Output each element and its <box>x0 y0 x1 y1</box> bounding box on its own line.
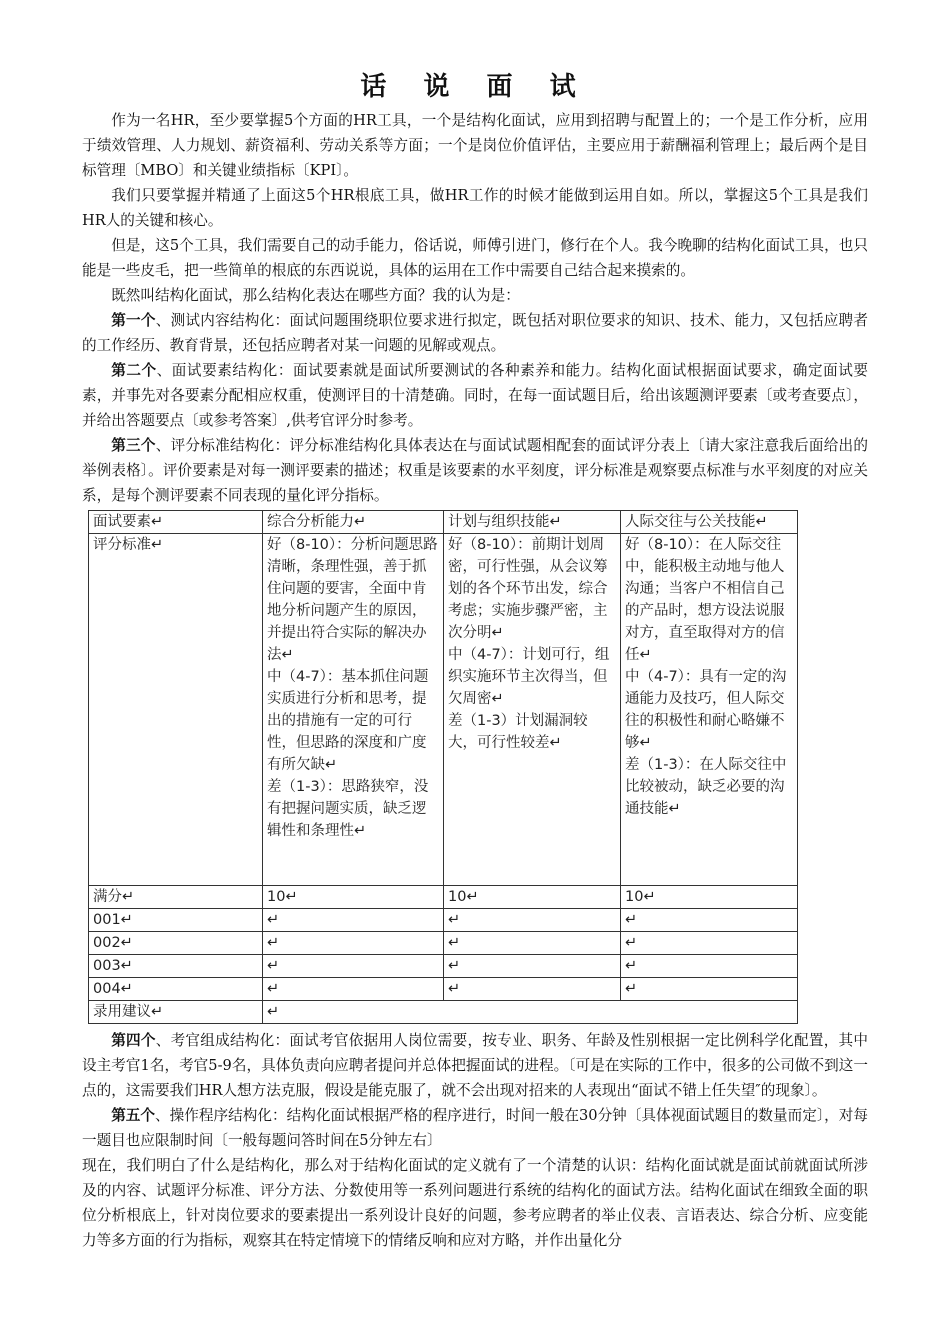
point-text: 、评分标准结构化：评分标准结构化具体表达在与面试试题相配套的面试评分表上〔请大家注意我后面给出的举例表格〕。评价要素是对每一测评要素的描述；权重是该要素的水平刻度，评分标准是观察要点标准与水平刻度的对应关系，是每个测评要素不同表现的量化评分指标。 <box>82 437 868 504</box>
score-cell: ↵ <box>621 978 798 1001</box>
scoring-table <box>88 510 798 1024</box>
point-lead: 第三个 <box>111 437 156 454</box>
row-label: 满分↵ <box>89 886 263 909</box>
table-row <box>89 978 798 1001</box>
paragraph <box>82 1103 868 1153</box>
full-score-row <box>89 886 798 909</box>
criteria-cell: 好（8-10）：分析问题思路清晰，条理性强，善于抓住问题的要害，全面中肯地分析问题产生的原因，并提出符合实际的解决办法↵ 中（4-7）：基本抓住问题实质进行分析和思考，提出的措施有一定的可行性，但思路的深度和广度有所欠缺↵ 差（1-3）：思路狭窄，没有把握问题实质，缺乏逻辑性和条理性↵ <box>263 534 444 886</box>
paragraph: 现在，我们明白了什么是结构化，那么对于结构化面试的定义就有了一个清楚的认识：结构化面试就是面试前就面试所涉及的内容、试题评分标准、评分方法、分数使用等一系列问题进行系统的结构化的面试方法。结构化面试在细致全面的职位分析根底上，针对岗位要求的要素提出一系列设计良好的问题，参考应聘者的举止仪表、言语表达、综合分析、应变能力等多方面的行为指标，观察其在特定情境下的情绪反响和应对方略，并作出量化分 <box>82 1157 868 1249</box>
score-cell: ↵ <box>263 909 444 932</box>
paragraph <box>82 1028 868 1103</box>
table-row <box>89 932 798 955</box>
closing-section <box>82 1028 868 1253</box>
paragraph: 作为一名HR，至少要掌握5个方面的HR工具，一个是结构化面试，应用到招聘与配置上的；一个是工作分析，应用于绩效管理、人力规划、薪资福利、劳动关系等方面；一个是岗位价值评估，主要应用于薪酬福利管理上；最后两个是目标管理〔MBO〕和关键业绩指标〔KPI〕。 <box>82 112 868 179</box>
point-lead: 第一个 <box>111 312 156 329</box>
table-row <box>89 955 798 978</box>
paragraph: 但是，这5个工具，我们需要自己的动手能力，俗话说，师傅引进门，修行在个人。我今晚聊的结构化面试工具，也只能是一些皮毛，把一些简单的根底的东西说说，具体的运用在工作中需要自己结合起来摸索的。 <box>82 237 868 279</box>
score-cell: ↵ <box>263 932 444 955</box>
criteria-cell: 好（8-10）：在人际交往中，能积极主动地与他人沟通；当客户不相信自己的产品时，想方设法说服对方，直至取得对方的信任↵ 中（4-7）：具有一定的沟通能力及技巧，但人际交往的积极性和耐心略嫌不够↵ 差（1-3）：在人际交往中比较被动，缺乏必要的沟通技能↵ <box>621 534 798 886</box>
point-text: 、面试要素结构化：面试要素就是面试所要测试的各种素养和能力。结构化面试根据面试要求，确定面试要素，并事先对各要素分配相应权重，使测评目的十清楚确。同时，在每一面试题目后，给出该题测评要素〔或考查要点〕，并给出答题要点〔或参考答案〕,供考官评分时参考。 <box>82 362 868 429</box>
row-label: 004↵ <box>89 978 263 1001</box>
score-cell: ↵ <box>621 909 798 932</box>
paragraph <box>82 308 868 358</box>
paragraph: 既然叫结构化面试，那么结构化表达在哪些方面？我的认为是： <box>111 287 520 304</box>
criteria-cell: 好（8-10）：前期计划周密，可行性强，从会议筹划的各个环节出发，综合考虑；实施步骤严密，主次分明↵ 中（4-7）：计划可行，组织实施环节主次得当，但欠周密↵ 差（1-3）计划漏洞较大，可行性较差↵ <box>444 534 621 886</box>
score-cell: ↵ <box>263 955 444 978</box>
row-label: 001↵ <box>89 909 263 932</box>
point-lead: 第二个 <box>111 362 157 379</box>
criteria-row <box>89 534 798 886</box>
header-cell: 计划与组织技能↵ <box>444 511 621 534</box>
score-cell: ↵ <box>263 978 444 1001</box>
intro-section <box>82 108 868 508</box>
row-label: 评分标准↵ <box>89 534 263 886</box>
point-text: 、考官组成结构化：面试考官依据用人岗位需要，按专业、职务、年龄及性别根据一定比例科学化配置，其中设主考官1名，考官5-9名，具体负责向应聘者提问并总体把握面试的进程。〔可是在实际的工作中，很多的公司做不到这一点的，这需要我们HR人想方法克服，假设是能克服了，就不会出现对招来的人表现出“面试不错上任失望″的现象〕。 <box>82 1032 868 1099</box>
paragraph <box>82 433 868 508</box>
score-cell: ↵ <box>444 909 621 932</box>
point-text: 、操作程序结构化：结构化面试根据严格的程序进行，时间一般在30分钟〔具体视面试题目的数量而定〕，对每一题目也应限制时间〔一般每题问答时间在5分钟左右〕 <box>82 1107 868 1149</box>
table-row <box>89 909 798 932</box>
score-cell: ↵ <box>621 955 798 978</box>
table-header-row <box>89 511 798 534</box>
point-text: 、测试内容结构化：面试问题围绕职位要求进行拟定，既包括对职位要求的知识、技术、能力，又包括应聘者的工作经历、教育背景，还包括应聘者对某一问题的见解或观点。 <box>82 312 868 354</box>
document-title: 话 说 面 试 <box>360 72 590 102</box>
score-cell: 10↵ <box>621 886 798 909</box>
score-cell: ↵ <box>444 978 621 1001</box>
row-label: 002↵ <box>89 932 263 955</box>
score-cell: 10↵ <box>444 886 621 909</box>
score-cell: ↵ <box>621 932 798 955</box>
point-lead: 第五个 <box>111 1107 156 1124</box>
header-cell: 综合分析能力↵ <box>263 511 444 534</box>
paragraph <box>82 358 868 433</box>
score-cell: ↵ <box>444 955 621 978</box>
point-lead: 第四个 <box>111 1032 156 1049</box>
row-label: 003↵ <box>89 955 263 978</box>
paragraph: 我们只要掌握并精通了上面这5个HR根底工具，做HR工作的时候才能做到运用自如。所以，掌握这5个工具是我们HR人的关键和核心。 <box>82 187 868 229</box>
header-cell: 面试要素↵ <box>89 511 263 534</box>
score-cell: 10↵ <box>263 886 444 909</box>
score-cell: ↵ <box>444 932 621 955</box>
suggestion-row <box>89 1001 798 1024</box>
row-label: 录用建议↵ <box>89 1001 263 1024</box>
header-cell: 人际交往与公关技能↵ <box>621 511 798 534</box>
suggestion-cell: ↵ <box>263 1001 798 1024</box>
